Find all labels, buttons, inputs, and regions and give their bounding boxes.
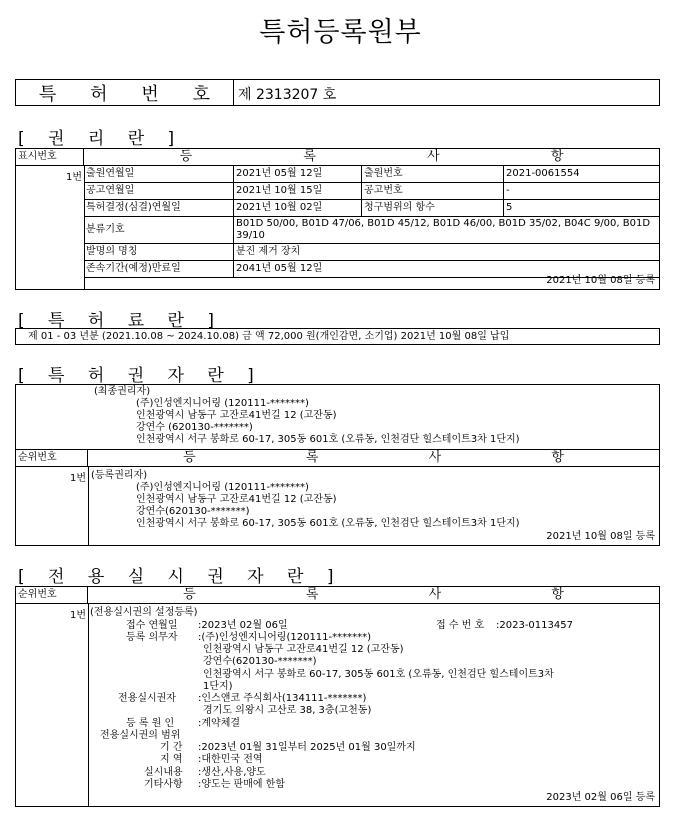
- obligor-line: 인천광역시 서구 봉화로 60-17, 305동 601호 (오류동, 인천검단 힐스테이트3차: [203, 669, 554, 680]
- row-value: 2021년 05월 12일: [234, 166, 362, 182]
- col-entry-header: [88, 450, 659, 466]
- obligor-line: 강연수(620130-*******): [203, 656, 317, 667]
- hdr-char: 사: [428, 587, 442, 602]
- content-label: 실시내용: [144, 767, 183, 778]
- license-box: [15, 586, 660, 807]
- holder-entry-line: 인천광역시 남동구 고잔로41번길 12 (고잔동): [136, 494, 337, 505]
- hdr-char: 등: [183, 450, 196, 465]
- holder-registered-date: 2021년 10월 08일 등록: [546, 531, 655, 542]
- hdr-char: 항: [551, 450, 564, 465]
- rights-section-heading: [ 권 리 란 ]: [18, 129, 184, 149]
- holder-entry-label: (등록권리자): [91, 470, 148, 481]
- classification-value: B01D 50/00, B01D 47/06, B01D 45/12, B01D 46/00, B01D 35/02, B04C 9/00, B01D 39/10: [236, 218, 651, 241]
- row-value2: 5: [506, 202, 513, 213]
- page-title: 특허등록원부: [259, 17, 422, 48]
- patent-number-label: [16, 80, 234, 105]
- obligor-line: 1단지): [203, 681, 233, 692]
- cause-label: 등 록 원 인: [126, 718, 175, 729]
- col-entry-header: [84, 149, 659, 165]
- fee-box: [15, 328, 660, 345]
- holder-entry-line: 강연수(620130-*******): [136, 506, 250, 517]
- content-value: :생산,사용,양도: [198, 767, 266, 778]
- period-label: 기 간: [160, 742, 183, 753]
- entry-no: 1번: [69, 610, 86, 621]
- row-value2: 2021-0061554: [506, 168, 580, 179]
- hdr-char: 록: [303, 149, 316, 164]
- label-char: 허: [90, 83, 108, 105]
- hdr-char: 항: [550, 149, 564, 164]
- region-label: 지 역: [160, 754, 183, 765]
- receipt-no-value: :2023-0113457: [496, 620, 573, 631]
- invention-label: 발명의 명칭: [84, 244, 234, 260]
- holder-entry-line: (주)인성엔지니어링 (120111-*******): [136, 482, 309, 493]
- obligor-line: 인천광역시 남동구 고잔로41번길 12 (고잔동): [203, 644, 404, 655]
- final-holder-line: 인천광역시 서구 봉화로 60-17, 305동 601호 (오류동, 인천검단 힐스테이트3차 1단지): [136, 434, 520, 445]
- rights-row: [84, 183, 659, 200]
- classification-label: 분류기호: [84, 217, 234, 243]
- holder-header-row: [16, 449, 659, 467]
- holder-entry-line: 인천광역시 서구 봉화로 60-17, 305동 601호 (오류동, 인천검단 힐스테이트3차 1단지): [136, 518, 520, 529]
- license-section-heading: [ 전 용 실 시 권 자 란 ]: [18, 567, 343, 587]
- region-value: :대한민국 전역: [198, 754, 263, 765]
- invention-value: 분진 제거 장치: [236, 246, 301, 257]
- label-char: 특: [38, 83, 57, 105]
- label-char: 번: [141, 83, 159, 105]
- row-label: 출원연월일: [84, 166, 234, 182]
- licensee-label: 전용실시권자: [118, 693, 176, 704]
- rights-table: [15, 148, 660, 290]
- col-display-no: 표시번호: [16, 149, 84, 165]
- license-entry-label: (전용실시권의 설정등록): [90, 607, 198, 618]
- rights-header-row: [16, 149, 659, 166]
- licensee-line: 경기도 의왕시 고산로 38, 3층(고천동): [203, 705, 372, 716]
- final-holder-line: 인천광역시 남동구 고잔로41번길 12 (고잔동): [136, 410, 337, 421]
- hdr-char: 등: [183, 587, 196, 602]
- col-order-no: 순위번호: [16, 450, 88, 466]
- col-order-no: 순위번호: [16, 587, 88, 603]
- fee-section-heading: [ 특 허 료 란 ]: [18, 311, 223, 331]
- receipt-no-label: 접 수 번 호: [436, 620, 485, 631]
- row-value: 2021년 10월 02일: [234, 200, 362, 216]
- entry-no: 1번: [65, 172, 82, 183]
- period-value: :2023년 01월 31일부터 2025년 01월 30일까지: [198, 742, 416, 753]
- invention-row: [84, 244, 659, 261]
- rights-row: [84, 166, 659, 183]
- expiry-value: 2041년 05월 12일: [236, 263, 323, 274]
- expiry-label: 존속기간(예정)만료일: [84, 261, 234, 277]
- hdr-char: 사: [428, 450, 442, 465]
- label-char: 호: [192, 83, 211, 105]
- license-registered-date: 2023년 02월 06일 등록: [546, 792, 655, 803]
- display-no-column: [16, 166, 85, 289]
- order-no-column: [16, 467, 89, 545]
- hdr-char: 록: [305, 587, 319, 602]
- receipt-date-label: 접수 연월일: [126, 620, 178, 631]
- hdr-char: 사: [427, 149, 440, 164]
- row-value2: -: [506, 185, 510, 196]
- row-label2: 공고번호: [362, 183, 504, 199]
- hdr-char: 등: [179, 149, 193, 164]
- other-value: :양도는 판매에 한함: [198, 779, 286, 790]
- licensee-line: :인스앤코 주식회사(134111-*******): [198, 693, 367, 704]
- row-label: 공고연월일: [84, 183, 234, 199]
- obligor-line: :(주)인성엔지니어링(120111-*******): [198, 632, 372, 643]
- holder-box: [15, 384, 660, 546]
- holder-section-heading: [ 특 허 권 자 란 ]: [18, 366, 263, 386]
- patent-number-value: 제 2313207 호: [238, 87, 337, 103]
- hdr-char: 록: [305, 450, 319, 465]
- cause-value: :계약체결: [198, 718, 241, 729]
- receipt-date-value: :2023년 02월 06일: [198, 620, 288, 631]
- hdr-char: 항: [551, 587, 564, 602]
- entry-no: 1번: [69, 473, 86, 484]
- row-label2: 출원번호: [362, 166, 504, 182]
- scope-label: 전용실시권의 범위: [100, 730, 181, 741]
- classification-row: [84, 217, 659, 244]
- final-holder-line: (주)인성엔지니어링 (120111-*******): [136, 398, 309, 409]
- final-holder-line: 강연수 (620130-*******): [136, 422, 253, 433]
- row-label: 특허결정(심결)연월일: [84, 200, 234, 216]
- fee-line: 제 01 - 03 년분 (2021.10.08 ~ 2024.10.08) 금 액 72,000 원(개인감면, 소기업) 2021년 10월 08일 납입: [28, 331, 510, 342]
- final-holder-label: (최종권리자): [94, 386, 151, 397]
- order-no-column: [16, 604, 89, 806]
- license-header-row: [16, 587, 659, 604]
- patent-number-box: [15, 79, 660, 106]
- rights-registered-date: 2021년 10월 08일 등록: [546, 275, 655, 286]
- row-label2: 청구범위의 항수: [362, 200, 504, 216]
- col-entry-header: [88, 587, 659, 603]
- obligor-label: 등록 의무자: [126, 632, 178, 643]
- other-label: 기타사항: [144, 779, 183, 790]
- row-value: 2021년 10월 15일: [234, 183, 362, 199]
- rights-row: [84, 200, 659, 217]
